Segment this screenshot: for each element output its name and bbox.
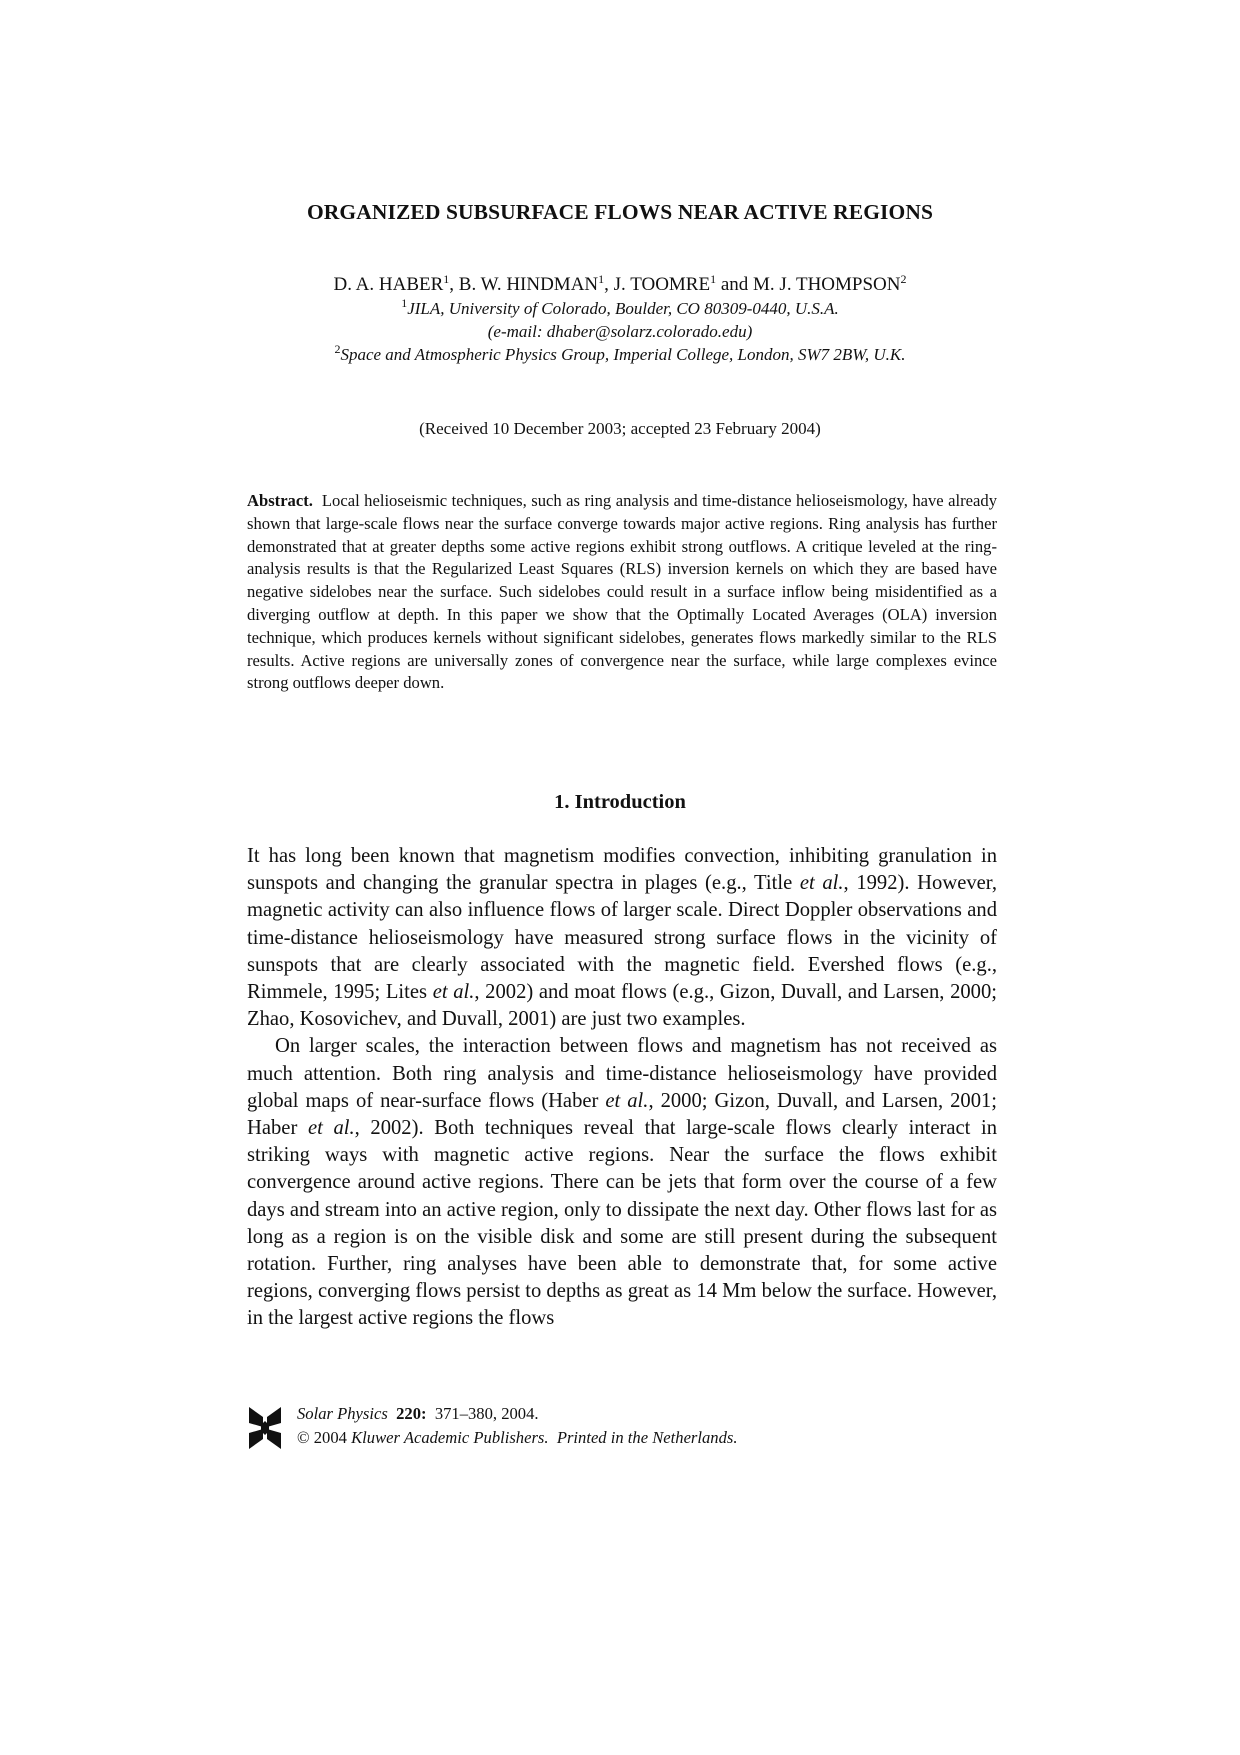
author-separator: , (449, 274, 459, 295)
copyright-line (297, 1426, 738, 1450)
affiliation-2-text: Space and Atmospheric Physics Group, Imperial College, London, SW7 2BW, U.K. (340, 345, 906, 364)
body-text (247, 843, 997, 1333)
journal-volume: 220: (396, 1404, 427, 1423)
citation-line (297, 1402, 738, 1426)
text-run: , 2000; Gizon, Duvall, and Larsen, 2001; Haber (247, 1089, 998, 1140)
abstract-text: Local helioseismic techniques, such as ring analysis and time-distance helioseismology, have already shown that large-scale flows near the surface converge towards major active regions. Ring analysis has further demonstrated that at greater depths some active regions exhibit strong outflows. A critique leveled at the ring-analysis results is that the Regularized Least Squares (RLS) inversion kernels on which they are based have negative sidelobes near the surface. Such sidelobes could result in a surface inflow being misidentified as a diverging outflow at depth. In this paper we show that the Optimally Located Averages (OLA) inversion technique, which produces kernels without significant sidelobes, generates flows markedly similar to the RLS results. Active regions are universally zones of convergence near the surface, while large complexes evince strong outflows deeper down. (247, 491, 997, 693)
abstract (247, 490, 997, 695)
text-run: , 2002) and moat flows (e.g., Gizon, Duvall, and Larsen, 2000; Zhao, Kosovichev, and Duvall, 2001) are just two examples. (247, 981, 997, 1031)
author-separator: , (604, 274, 614, 295)
text-run: , 2002). Both techniques reveal that large-scale flows clearly interact in striking ways with magnetic active regions. Near the surface the flows exhibit convergence around active regions. There can be jets that form over the course of a few days and stream into an active region, only to dissipate the next day. Other flows last for as long as a region is on the visible disk and some are still present during the subsequent rotation. Further, ring analyses have been able to demonstrate that, for some active regions, converging flows persist to depths as great as 14 Mm below the surface. However, in the largest active regions the flows (247, 1117, 997, 1330)
affiliation-2-mark: 2 (334, 342, 341, 356)
journal-footer (297, 1402, 738, 1450)
journal-pages: 371–380, 2004. (434, 1404, 539, 1423)
text-run: et al. (605, 1089, 649, 1112)
publisher-logo (247, 1405, 283, 1451)
text-run: On larger scales, the interaction between flows and magnetism has not received as much attention. Both ring analysis and time-distance helioseismology have provided global maps of near-surface flows (Haber (247, 1035, 997, 1112)
email: (e-mail: dhaber@solarz.colorado.edu) (487, 322, 753, 341)
section-heading: 1. Introduction (554, 791, 686, 813)
paper-title: ORGANIZED SUBSURFACE FLOWS NEAR ACTIVE REGIONS (306, 200, 934, 224)
abstract-label: Abstract. (247, 491, 313, 510)
printed-in: Printed in the Netherlands. (556, 1428, 738, 1447)
author-affiliation-mark: 2 (900, 272, 907, 286)
copyright: © 2004 (297, 1428, 347, 1447)
paragraph-1 (247, 843, 997, 1033)
author-name: J. TOOMRE (613, 274, 711, 295)
journal-name: Solar Physics (297, 1404, 388, 1423)
paragraph-2 (247, 1033, 997, 1332)
text-run: et al. (432, 981, 475, 1004)
affiliation-1 (0, 298, 1240, 320)
publisher: Kluwer Academic Publishers. (351, 1428, 549, 1447)
text-run: , 1992). However, magnetic activity can also influence flows of larger scale. Direct Doppler observations and time-distance helioseismology have measured strong surface flows in the vicinity of sunspots that are clearly associated with the magnetic field. Evershed flows (e.g., Rimmele, 1995; Lites (247, 872, 997, 1004)
author-separator: and (716, 274, 754, 295)
author-affiliation-mark: 1 (443, 272, 450, 286)
author-name: B. W. HINDMAN (458, 274, 599, 295)
author-affiliation-mark: 1 (598, 272, 605, 286)
author-list (0, 273, 1240, 297)
affiliation-1-text: JILA, University of Colorado, Boulder, CO 80309-0440, U.S.A. (407, 299, 839, 318)
text-run: et al. (307, 1117, 355, 1140)
author-name: M. J. THOMPSON (753, 274, 901, 295)
text-run: et al. (799, 872, 844, 895)
text-run: It has long been known that magnetism modifies convection, inhibiting granulation in sunspots and changing the granular spectra in plages (e.g., Title (247, 845, 997, 895)
received-dates: (Received 10 December 2003; accepted 23 February 2004) (419, 419, 821, 438)
affiliation-1-mark: 1 (401, 296, 408, 310)
affiliation-2 (0, 344, 1240, 366)
author-name: D. A. HABER (333, 274, 444, 295)
author-affiliation-mark: 1 (710, 272, 717, 286)
